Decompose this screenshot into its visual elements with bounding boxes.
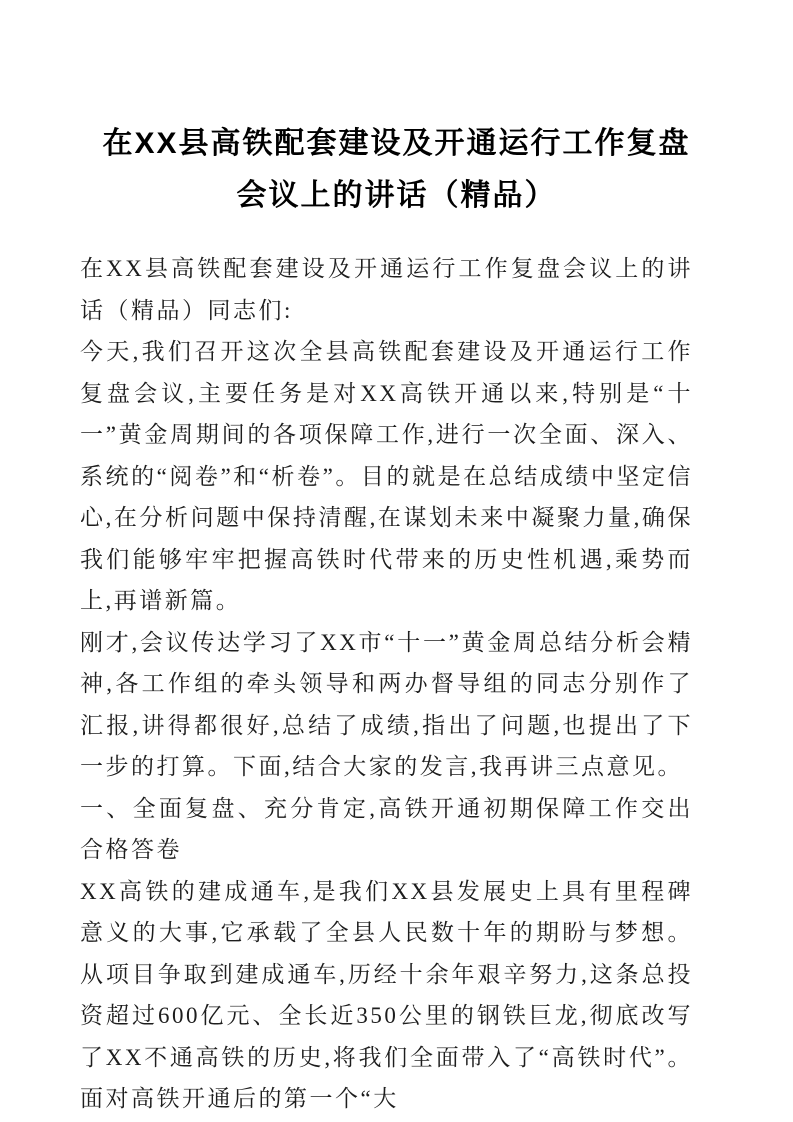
- document-body: [80, 248, 693, 1120]
- paragraph-meeting-purpose: 今天,我们召开这次全县高铁配套建设及开通运行工作复盘会议,主要任务是对XX高铁开通以来,特别是“十一”黄金周期间的各项保障工作,进行一次全面、深入、系统的“阅卷”和“析卷”。目的就是在总结成绩中坚定信心,在分析问题中保持清醒,在谋划未来中凝聚力量,确保我们能够牢牢把握高铁时代带来的历史性机遇,乘势而上,再谱新篇。: [80, 339, 693, 613]
- document-title-line-1: 在XX县高铁配套建设及开通运行工作复盘: [102, 127, 691, 160]
- paragraph-section-heading-1: 一、全面复盘、充分肯定,高铁开通初期保障工作交出合格答卷: [80, 795, 693, 862]
- paragraph-meeting-summary: 刚才,会议传达学习了XX市“十一”黄金周总结分析会精神,各工作组的牵头领导和两办督导组的同志分别作了汇报,讲得都很好,总结了成绩,指出了问题,也提出了下一步的打算。下面,结合大家的发言,我再讲三点意见。: [80, 629, 693, 779]
- paragraph-achievements: XX高铁的建成通车,是我们XX县发展史上具有里程碑意义的大事,它承载了全县人民数十年的期盼与梦想。从项目争取到建成通车,历经十余年艰辛努力,这条总投资超过600亿元、全长近350公里的钢铁巨龙,彻底改写了XX不通高铁的历史,将我们全面带入了“高铁时代”。面对高铁开通后的第一个“大: [80, 878, 693, 1111]
- document-title: [50, 118, 743, 222]
- document-title-line-2: 会议上的讲话（精品）: [236, 179, 557, 212]
- paragraph-salutation: 在XX县高铁配套建设及开通运行工作复盘会议上的讲话（精品）同志们:: [80, 256, 693, 323]
